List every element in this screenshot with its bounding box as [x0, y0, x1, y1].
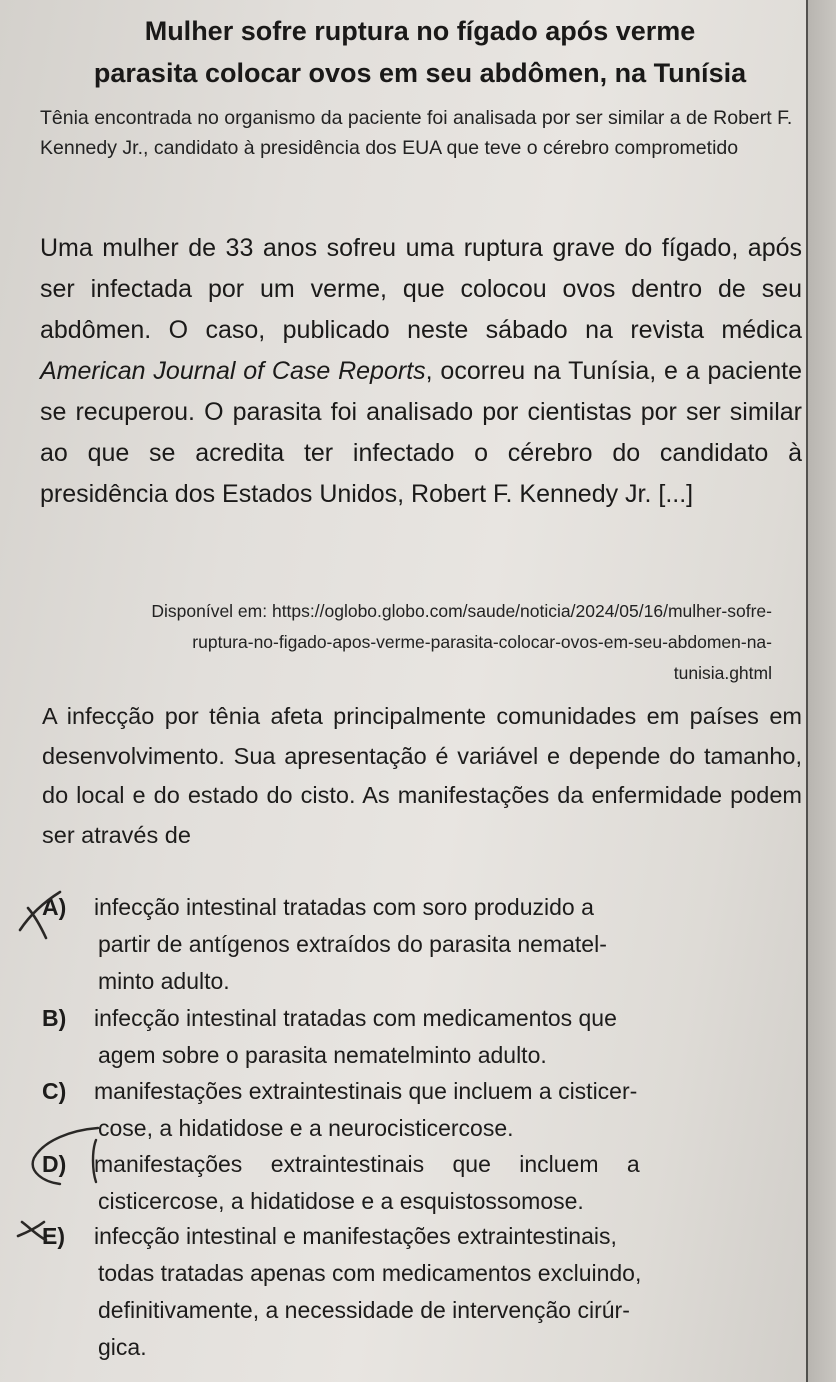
option-b-letter: B): [42, 1005, 67, 1031]
option-d[interactable]: [42, 1146, 802, 1220]
article-body-part-2: , ocorreu na Tunísia, e a paciente se recuperou. O parasita foi analisado por cientistas por ser similar ao que se acredita ter infectado o cérebro do candidato à presidência dos Estados Unidos, Robert F. Kennedy Jr. [...]: [40, 357, 802, 508]
option-d-line-2: cisticercose, a hidatidose e a esquistossomose.: [98, 1188, 584, 1214]
article-body-part-1: Uma mulher de 33 anos sofreu uma ruptura grave do fígado, após ser infectada por um verme, que colocou ovos dentro de seu abdômen. O caso, publicado neste sábado na revista médica: [40, 234, 802, 344]
source-line-3: tunisia.ghtml: [673, 663, 772, 683]
option-d-line-1: manifestações extraintestinais que incluem a: [94, 1151, 640, 1177]
option-a-line-2: partir de antígenos extraídos do parasita nematel-: [98, 931, 607, 957]
question-stem: A infecção por tênia afeta principalmente comunidades em países em desenvolvimento. Sua apresentação é variável e depende do tamanho, do local e do estado do cisto. As manifestações da enfermidade podem ser através de: [42, 703, 802, 848]
option-e-letter: E): [42, 1223, 65, 1249]
option-e-line-1: infecção intestinal e manifestações extraintestinais,: [94, 1223, 617, 1249]
source-line-1: Disponível em: https://oglobo.globo.com/saude/noticia/2024/05/16/mulher-sofre-: [151, 601, 772, 621]
option-e-line-2: todas tratadas apenas com medicamentos excluindo,: [98, 1260, 642, 1286]
page-edge-shadow: [808, 0, 836, 1382]
option-b[interactable]: [42, 1000, 802, 1074]
journal-name: American Journal of Case Reports: [40, 357, 426, 385]
option-b-line-1: infecção intestinal tratadas com medicamentos que: [94, 1005, 617, 1031]
page-edge-line: [806, 0, 808, 1382]
headline-line-2: parasita colocar ovos em seu abdômen, na Tunísia: [93, 58, 747, 88]
option-c-line-1: manifestações extraintestinais que incluem a cisticer-: [94, 1078, 638, 1104]
headline-line-1: Mulher sofre ruptura no fígado após verme: [144, 16, 696, 46]
article-body: [40, 228, 802, 515]
option-e-line-4: gica.: [98, 1334, 147, 1360]
option-a-line-1: infecção intestinal tratadas com soro produzido a: [94, 894, 594, 920]
option-a-letter: A): [42, 894, 67, 920]
option-e[interactable]: [42, 1218, 802, 1366]
article-headline: [40, 10, 800, 94]
article-subtitle: Tênia encontrada no organismo da paciente foi analisada por ser similar a de Robert F. Kennedy Jr., candidato à presidência dos EUA que teve o cérebro comprometido: [40, 107, 793, 159]
source-citation: [60, 596, 772, 689]
option-a-line-3: minto adulto.: [98, 968, 230, 994]
option-c-letter: C): [42, 1078, 67, 1104]
option-d-letter: D): [42, 1151, 67, 1177]
option-a[interactable]: [42, 889, 802, 1000]
option-c-line-2: cose, a hidatidose e a neurocisticercose.: [98, 1115, 514, 1141]
option-c[interactable]: [42, 1073, 802, 1147]
source-line-2: ruptura-no-figado-apos-verme-parasita-colocar-ovos-em-seu-abdomen-na-: [192, 632, 772, 652]
option-b-line-2: agem sobre o parasita nematelminto adulto.: [98, 1042, 547, 1068]
option-e-line-3: definitivamente, a necessidade de intervenção cirúr-: [98, 1297, 630, 1323]
